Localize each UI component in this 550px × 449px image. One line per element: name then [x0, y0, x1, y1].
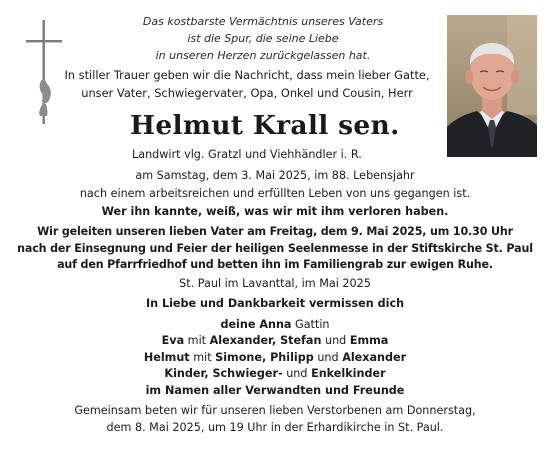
- mourning-intro: In Liebe und Dankbarkeit vermissen dich: [145, 297, 405, 310]
- motto: Wer ihn kannte, weiß, was wir mit ihm verloren haben.: [101, 205, 449, 218]
- mourner-line-grandchildren: [10, 366, 540, 383]
- place-date: St. Paul im Lavanttal, im Mai 2025: [179, 277, 371, 290]
- mourner-line-relatives: im Namen aller Verwandten und Freunde: [145, 383, 405, 397]
- daughter-name: Eva: [161, 334, 185, 347]
- verse-line: in unseren Herzen zurückgelassen hat.: [155, 49, 371, 62]
- intro-line: In stiller Trauer geben wir die Nachricht, dass mein lieber Gatte,: [64, 68, 430, 82]
- mourner-line-wife: [10, 317, 540, 334]
- children-in-law: Kinder, Schwieger-: [164, 367, 283, 380]
- death-line: nach einem arbeitsreichen und erfüllten Leben von uns gegangen ist.: [79, 186, 471, 200]
- mourner-line-son: [10, 350, 540, 367]
- mourners-list: [10, 296, 540, 399]
- join-word: und: [282, 367, 312, 380]
- join-word: mit: [184, 334, 210, 347]
- prayer-line: dem 8. Mai 2025, um 19 Uhr in der Erhardikirche in St. Paul.: [106, 421, 444, 434]
- portrait-photo: [447, 15, 537, 157]
- mourner-line-daughter: [10, 333, 540, 350]
- son-name: Helmut: [143, 350, 190, 364]
- join-word: und: [313, 350, 343, 364]
- wife-name: deine Anna: [220, 317, 292, 331]
- grandchildren: Enkelkinder: [311, 367, 386, 380]
- funeral-details: [10, 224, 540, 274]
- daughter-family-last: Emma: [349, 334, 389, 347]
- verse-line: Das kostbarste Vermächtnis unseres Vaters: [142, 15, 384, 28]
- memorial-verse: [98, 13, 428, 64]
- son-family: Simone, Philipp: [215, 350, 314, 364]
- death-line: am Samstag, dem 3. Mai 2025, im 88. Lebensjahr: [135, 169, 415, 182]
- announcement-intro: [52, 67, 442, 102]
- join-word: und: [321, 334, 350, 347]
- wife-role: Gattin: [291, 317, 330, 331]
- funeral-line: auf den Pfarrfriedhof und betten ihn im Familiengrab zur ewigen Ruhe.: [57, 258, 493, 272]
- intro-line: unser Vater, Schwiegervater, Opa, Onkel und Cousin, Herr: [81, 85, 413, 100]
- son-family-last: Alexander: [342, 350, 407, 364]
- prayer-line: Gemeinsam beten wir für unseren lieben Verstorbenen am Donnerstag,: [74, 404, 476, 417]
- occupation: Landwirt vlg. Gratzl und Viehhändler i. R.: [132, 148, 362, 161]
- funeral-line: nach der Einsegnung und Feier der heiligen Seelenmesse in der Stiftskirche St. Paul: [17, 241, 533, 255]
- death-notice: [60, 167, 490, 202]
- funeral-line: Wir geleiten unseren lieben Vater am Freitag, dem 9. Mai 2025, um 10.30 Uhr: [37, 225, 513, 238]
- join-word: mit: [189, 350, 216, 364]
- daughter-family: Alexander, Stefan: [209, 334, 322, 347]
- prayer-service: [10, 402, 540, 436]
- verse-line: ist die Spur, die seine Liebe: [187, 32, 339, 45]
- deceased-name: Helmut Krall sen.: [130, 110, 400, 141]
